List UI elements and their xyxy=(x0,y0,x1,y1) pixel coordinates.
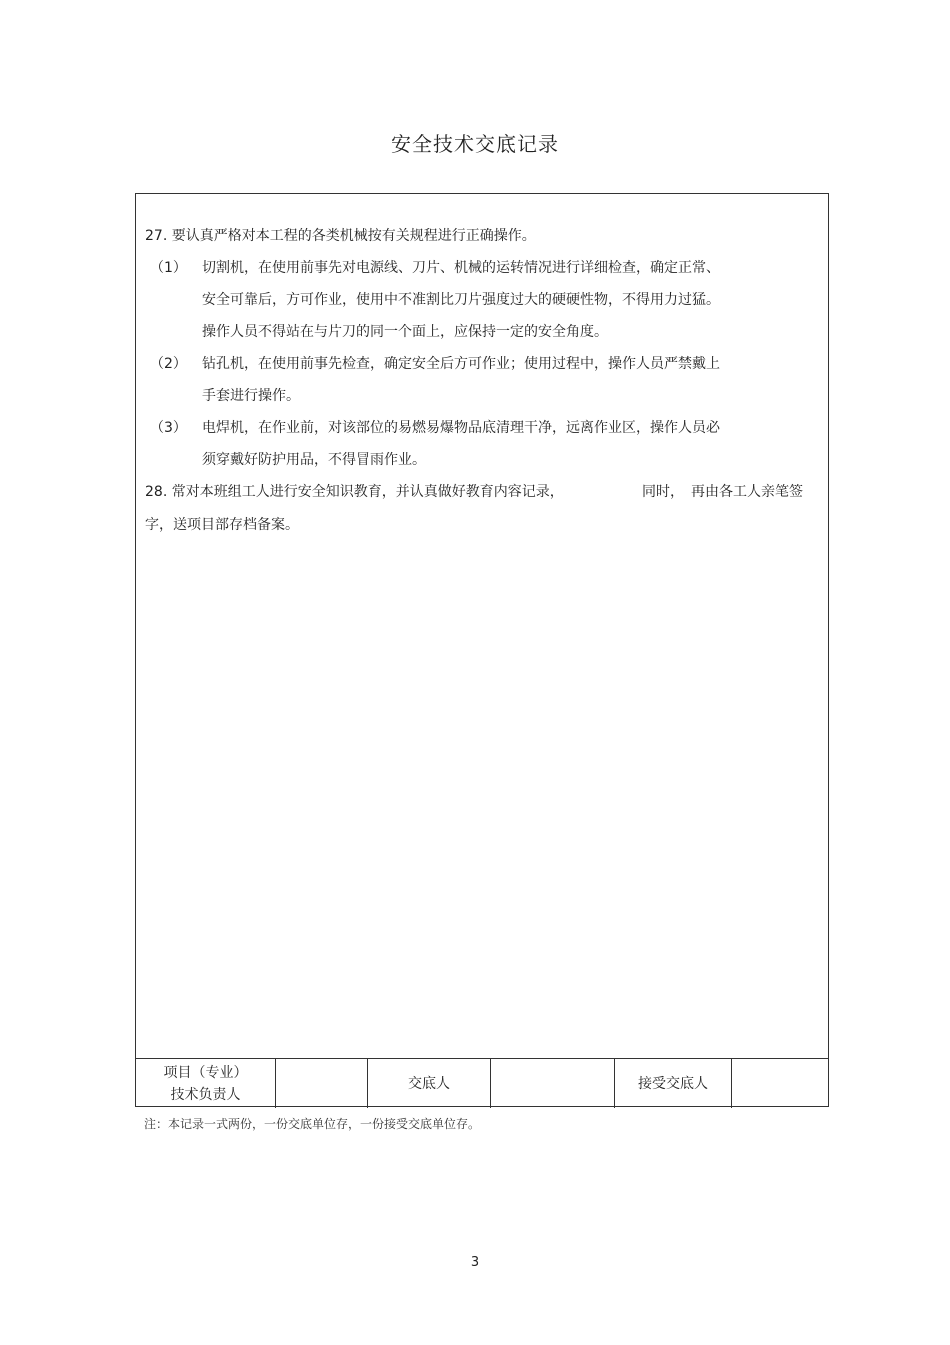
item-28-part-2: 同时， xyxy=(642,484,684,500)
sub2-line-1: 钻孔机，在使用前事先检查，确定安全后方可作业；使用过程中，操作人员严禁戴上 xyxy=(202,356,720,372)
item-28-part-3: 再由各工人亲笔签 xyxy=(691,484,803,500)
item-27-text: 27. 要认真严格对本工程的各类机械按有关规程进行正确操作。 xyxy=(145,228,536,244)
signature-row xyxy=(136,1058,828,1108)
tech-lead-signature-field[interactable] xyxy=(276,1059,368,1108)
item-28-part-1: 28. 常对本班组工人进行安全知识教育，并认真做好教育内容记录， xyxy=(145,484,564,500)
recipient-signature-field[interactable] xyxy=(732,1059,828,1108)
sub1-line-2: 安全可靠后，方可作业，使用中不准割比刀片强度过大的硬硬性物，不得用力过猛。 xyxy=(202,292,720,308)
document-title: 安全技术交底记录 xyxy=(391,132,559,156)
sub1-line-1: 切割机，在使用前事先对电源线、刀片、机械的运转情况进行详细检查，确定正常、 xyxy=(202,260,720,276)
item-28-line-2: 字，送项目部存档备案。 xyxy=(145,517,299,533)
sub3-line-1: 电焊机，在作业前，对该部位的易燃易爆物品底清理干净，远离作业区，操作人员必 xyxy=(202,420,720,436)
tech-lead-label-line-1: 项目（专业） xyxy=(163,1064,248,1081)
sub1-line-3: 操作人员不得站在与片刀的同一个面上，应保持一定的安全角度。 xyxy=(202,324,608,340)
footnote: 注：本记录一式两份，一份交底单位存，一份接受交底单位存。 xyxy=(144,1117,481,1131)
sub2-number: （2） xyxy=(150,356,187,372)
recipient-label: 接受交底人 xyxy=(615,1059,732,1108)
tech-lead-label xyxy=(136,1059,276,1108)
page-number: 3 xyxy=(470,1255,480,1270)
sub3-number: （3） xyxy=(150,420,187,436)
record-table xyxy=(135,193,829,1107)
sub2-line-2: 手套进行操作。 xyxy=(202,388,300,404)
sub3-line-2: 须穿戴好防护用品，不得冒雨作业。 xyxy=(202,452,426,468)
briefer-signature-field[interactable] xyxy=(491,1059,615,1108)
tech-lead-label-line-2: 技术负责人 xyxy=(170,1086,241,1103)
briefer-label: 交底人 xyxy=(368,1059,491,1108)
sub1-number: （1） xyxy=(150,260,187,276)
